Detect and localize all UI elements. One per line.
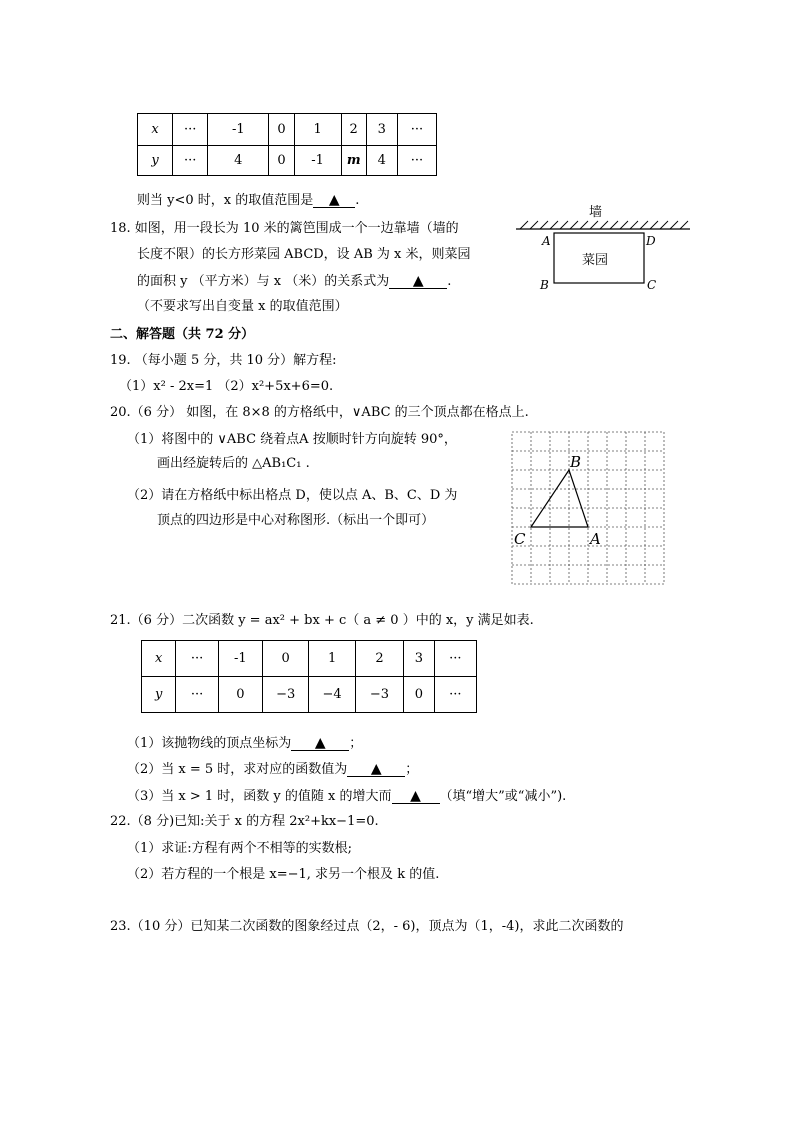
q21-y-cell: −3 <box>355 677 403 713</box>
q21-part-2-end: ； <box>405 762 419 777</box>
section-2-title: 二、解答题（共 72 分） <box>110 327 255 342</box>
q17-answer-line <box>137 193 359 208</box>
q21-x-cell: ··· <box>176 641 218 677</box>
q19-line-2: （1）x² - 2x=1 （2）x²+5x+6=0. <box>119 379 334 394</box>
q21-x-cell: 3 <box>404 641 435 677</box>
q17-x-cell: 1 <box>294 114 341 146</box>
q23-line-1: 23.（10 分）已知某二次函数的图象经过点（2，- 6)，顶点为（1，-4)，求此二次函数的 <box>110 919 624 934</box>
q21-part-3-end: （填“增大”或“减小”). <box>439 789 567 804</box>
q18-line-1: 18. 如图，用一段长为 10 米的篱笆围成一个一边靠墙（墙的 <box>110 221 459 236</box>
q22-part-1: （1）求证:方程有两个不相等的实数根; <box>127 841 353 856</box>
q21-y-cell: −4 <box>309 677 355 713</box>
q21-y-cell: ··· <box>434 677 476 713</box>
answer-triangle-icon: ▲ <box>412 273 424 289</box>
q21-part-2-text: （2）当 x = 5 时，求对应的函数值为 <box>127 762 348 777</box>
q17-x-cell: 3 <box>366 114 397 146</box>
q17-x-cell: ··· <box>397 114 436 146</box>
triangle-abc <box>531 470 588 527</box>
q17-y-cell: ··· <box>397 146 436 176</box>
q21-x-cell: 0 <box>263 641 309 677</box>
q20-part-2a: （2）请在方格纸中标出格点 D，使以点 A、B、C、D 为 <box>127 488 458 503</box>
q17-answer-text: 则当 y<0 时，x 的取值范围是 <box>137 193 314 208</box>
q21-x-cell: 1 <box>309 641 355 677</box>
q21-y-cell: −3 <box>263 677 309 713</box>
q20-grid-figure <box>510 430 666 588</box>
q17-y-header: y <box>138 146 173 176</box>
q17-y-cell: -1 <box>294 146 341 176</box>
q21-part-3-text: （3）当 x > 1 时，函数 y 的值随 x 的增大而 <box>127 789 392 804</box>
q21-table <box>141 640 477 713</box>
q17-y-cell: m <box>341 146 366 176</box>
q18-line-3 <box>137 274 451 289</box>
point-a-label: A <box>542 234 551 248</box>
q21-part-2 <box>127 762 418 777</box>
q21-line-1: 21.（6 分）二次函数 y = ax² + bx + c（ a ≠ 0 ）中的 x，y 满足如表. <box>110 613 534 628</box>
q21-y-cell: ··· <box>176 677 218 713</box>
q21-part-1 <box>127 736 362 751</box>
q17-x-cell: ··· <box>173 114 208 146</box>
q17-y-cell: 0 <box>269 146 294 176</box>
q21-y-cell: 0 <box>218 677 262 713</box>
q22-line-1: 22.（8 分)已知:关于 x 的方程 2x²+kx−1=0. <box>110 814 379 829</box>
answer-triangle-icon: ▲ <box>370 761 382 777</box>
q21-part-1-text: （1）该抛物线的顶点坐标为 <box>127 736 292 751</box>
q21-y-header: y <box>142 677 176 713</box>
answer-triangle-icon: ▲ <box>410 788 421 804</box>
point-d-label: D <box>646 234 656 248</box>
point-b-label: B <box>540 278 549 292</box>
q21-x-cell: ··· <box>434 641 476 677</box>
answer-triangle-icon: ▲ <box>314 735 326 751</box>
answer-triangle-icon: ▲ <box>328 192 340 208</box>
q18-line-3-text: 的面积 y （平方米）与 x （米）的关系式为 <box>137 274 390 289</box>
q20-part-2b: 顶点的四边形是中心对称图形.（标出一个即可） <box>157 513 435 528</box>
grid-point-b-label: B <box>570 453 582 471</box>
garden-label: 菜园 <box>582 253 609 268</box>
q21-x-header: x <box>142 641 176 677</box>
q17-y-cell: 4 <box>366 146 397 176</box>
q22-part-2: （2）若方程的一个根是 x=−1, 求另一个根及 k 的值. <box>127 867 440 882</box>
q18-garden-figure <box>512 205 697 295</box>
q18-line-2: 长度不限）的长方形菜园 ABCD，设 AB 为 x 米，则菜园 <box>137 247 471 262</box>
q20-part-1a: （1）将图中的 ∨ABC 绕着点A 按顺时针方向旋转 90°， <box>127 432 457 447</box>
q21-part-3 <box>127 789 566 804</box>
q17-x-cell: 0 <box>269 114 294 146</box>
q21-x-cell: -1 <box>218 641 262 677</box>
q20-part-1b: 画出经旋转后的 △AB₁C₁ . <box>157 456 310 471</box>
q19-line-1: 19. （每小题 5 分，共 10 分）解方程: <box>110 353 337 368</box>
wall-label: 墙 <box>589 205 603 220</box>
grid-point-c-label: C <box>514 530 526 548</box>
q17-answer-end: . <box>355 193 360 208</box>
q17-x-cell: 2 <box>341 114 366 146</box>
q17-table <box>137 113 437 176</box>
q17-y-cell: 4 <box>208 146 269 176</box>
q21-part-1-end: ； <box>349 736 363 751</box>
q21-y-cell: 0 <box>404 677 435 713</box>
q17-x-cell: -1 <box>208 114 269 146</box>
q21-x-cell: 2 <box>355 641 403 677</box>
q18-line-3-end: . <box>447 274 452 289</box>
q20-line-1: 20.（6 分） 如图，在 8×8 的方格纸中，∨ABC 的三个顶点都在格点上. <box>110 405 529 420</box>
point-c-label: C <box>647 278 657 292</box>
q17-x-header: x <box>138 114 173 146</box>
q18-line-4: （不要求写出自变量 x 的取值范围） <box>137 299 348 314</box>
q17-y-cell: ··· <box>173 146 208 176</box>
grid-point-a-label: A <box>590 530 601 548</box>
